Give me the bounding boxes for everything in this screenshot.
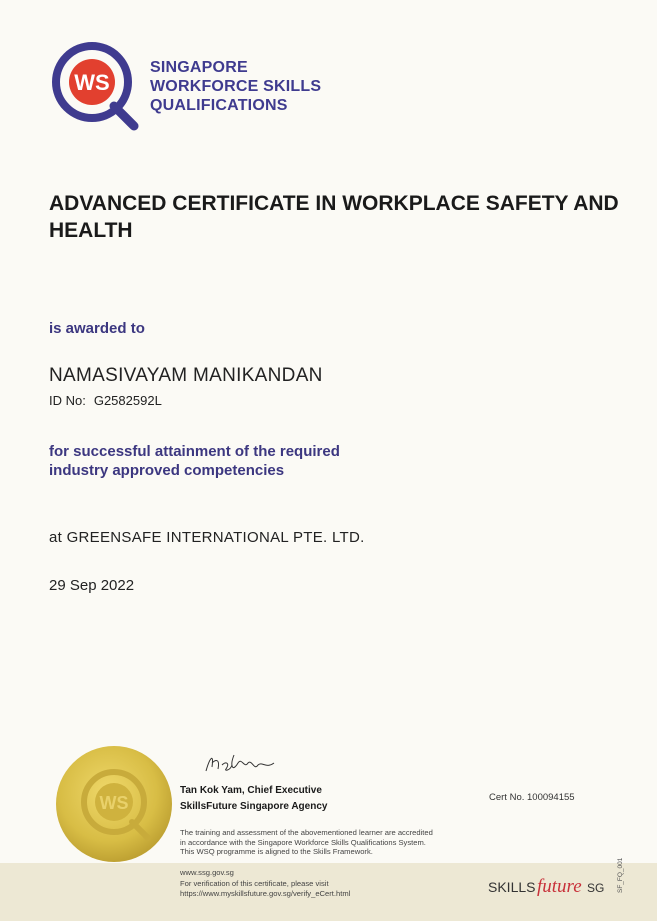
accreditation-line-3: This WSQ programme is aligned to the Skills Framework.	[180, 847, 373, 856]
accreditation-note	[180, 828, 460, 857]
verify-url: https://www.myskillsfuture.gov.sg/verify_eCert.html	[180, 888, 351, 898]
title-line-1: ADVANCED CERTIFICATE IN WORKPLACE SAFETY AND	[49, 192, 619, 215]
id-row	[49, 393, 162, 408]
attainment-line-2: industry approved competencies	[49, 462, 285, 479]
training-provider: at GREENSAFE INTERNATIONAL PTE. LTD.	[49, 529, 365, 546]
logo-line-1: SINGAPORE	[150, 59, 248, 76]
recipient-name: NAMASIVAYAM MANIKANDAN	[49, 365, 323, 386]
title-line-2: HEALTH	[49, 219, 133, 242]
form-code	[613, 858, 625, 894]
attainment-line-1: for successful attainment of the required	[49, 443, 340, 460]
logo-line-2: WORKFORCE SKILLS	[150, 78, 322, 95]
gold-seal-icon	[52, 742, 176, 866]
award-date: 29 Sep 2022	[49, 577, 135, 594]
form-code-text: SF_FQ_001	[617, 858, 624, 893]
verify-line-1: For verification of this certificate, please visit	[180, 879, 329, 888]
certificate-number: Cert No. 100094155	[489, 792, 575, 803]
awarded-text: is awarded to	[49, 320, 145, 337]
logo-line-3: QUALIFICATIONS	[150, 97, 288, 114]
sf-logo-future: future	[537, 876, 582, 897]
signatory-name: Tan Kok Yam, Chief Executive	[180, 785, 322, 796]
sf-logo-skills: SKILLS	[488, 879, 536, 895]
wsq-logo-text	[150, 58, 321, 115]
accreditation-line-2: in accordance with the Singapore Workforce Skills Qualifications System.	[180, 837, 426, 847]
id-value: G2582592L	[93, 393, 162, 408]
sf-logo-sg: SG	[587, 881, 605, 895]
attainment-text	[49, 442, 369, 480]
verification-note	[180, 879, 460, 898]
certificate-title	[49, 190, 629, 244]
skillsfuture-logo-icon	[488, 872, 608, 898]
signatory-agency: SkillsFuture Singapore Agency	[180, 801, 328, 812]
signature-image	[200, 745, 280, 779]
website-link: www.ssg.gov.sg	[180, 868, 234, 877]
logo-badge-letters: WS	[74, 70, 110, 95]
accreditation-line-1: The training and assessment of the abovementioned learner are accredited	[180, 828, 433, 837]
id-label: ID No:	[49, 393, 86, 408]
seal-letters: WS	[99, 793, 129, 813]
wsq-logo-icon	[48, 38, 144, 134]
